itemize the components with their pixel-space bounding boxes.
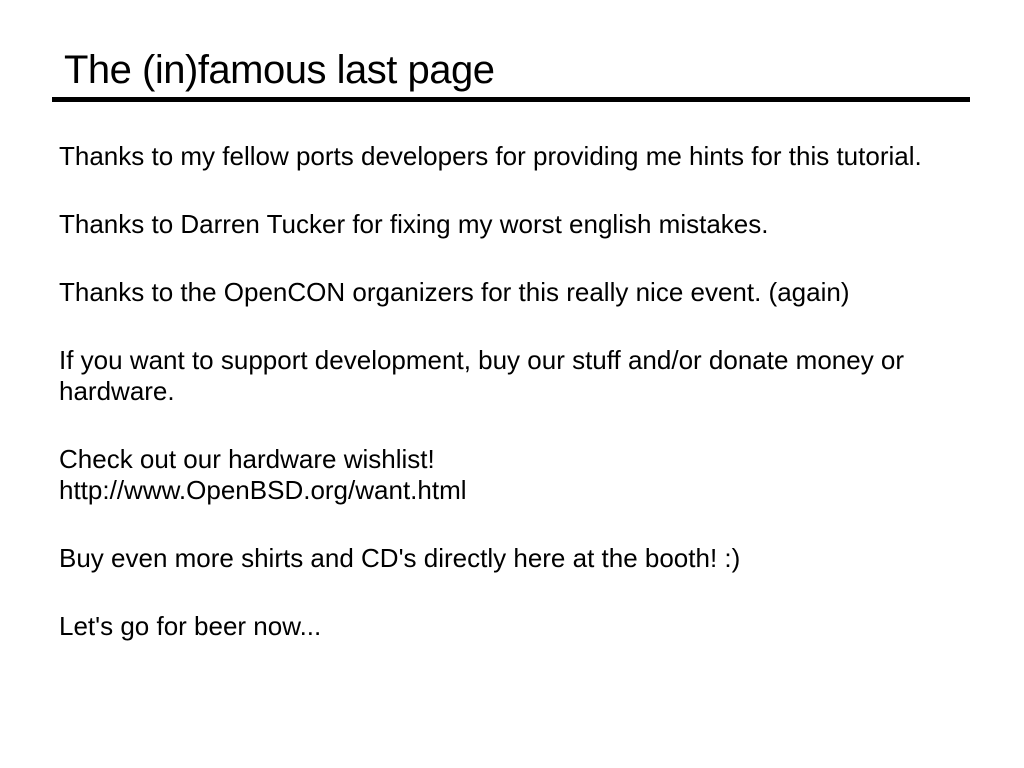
paragraph-beer [59,611,989,642]
text-line: Check out our hardware wishlist! [59,444,435,474]
text-line: Thanks to the OpenCON organizers for this really nice event. (again) [59,277,850,307]
paragraph-support-development [59,345,989,407]
paragraph-thanks-ports-developers [59,141,989,172]
text-line: If you want to support development, buy our stuff and/or donate money or [59,345,905,375]
text-line: hardware. [59,376,175,406]
slide-body [59,141,989,679]
text-line: Buy even more shirts and CD's directly here at the booth! :) [59,543,741,573]
paragraph-thanks-opencon [59,277,989,308]
text-line: Thanks to my fellow ports developers for providing me hints for this tutorial. [59,141,922,171]
paragraph-buy-shirts-cds [59,543,989,574]
wishlist-url-text: http://www.OpenBSD.org/want.html [59,475,467,505]
text-line: Let's go for beer now... [59,611,322,641]
page-title: The (in)famous last page [64,48,495,92]
title-underline [52,97,970,102]
text-line: Thanks to Darren Tucker for fixing my worst english mistakes. [59,209,769,239]
paragraph-hardware-wishlist [59,444,989,506]
paragraph-thanks-darren-tucker [59,209,989,240]
